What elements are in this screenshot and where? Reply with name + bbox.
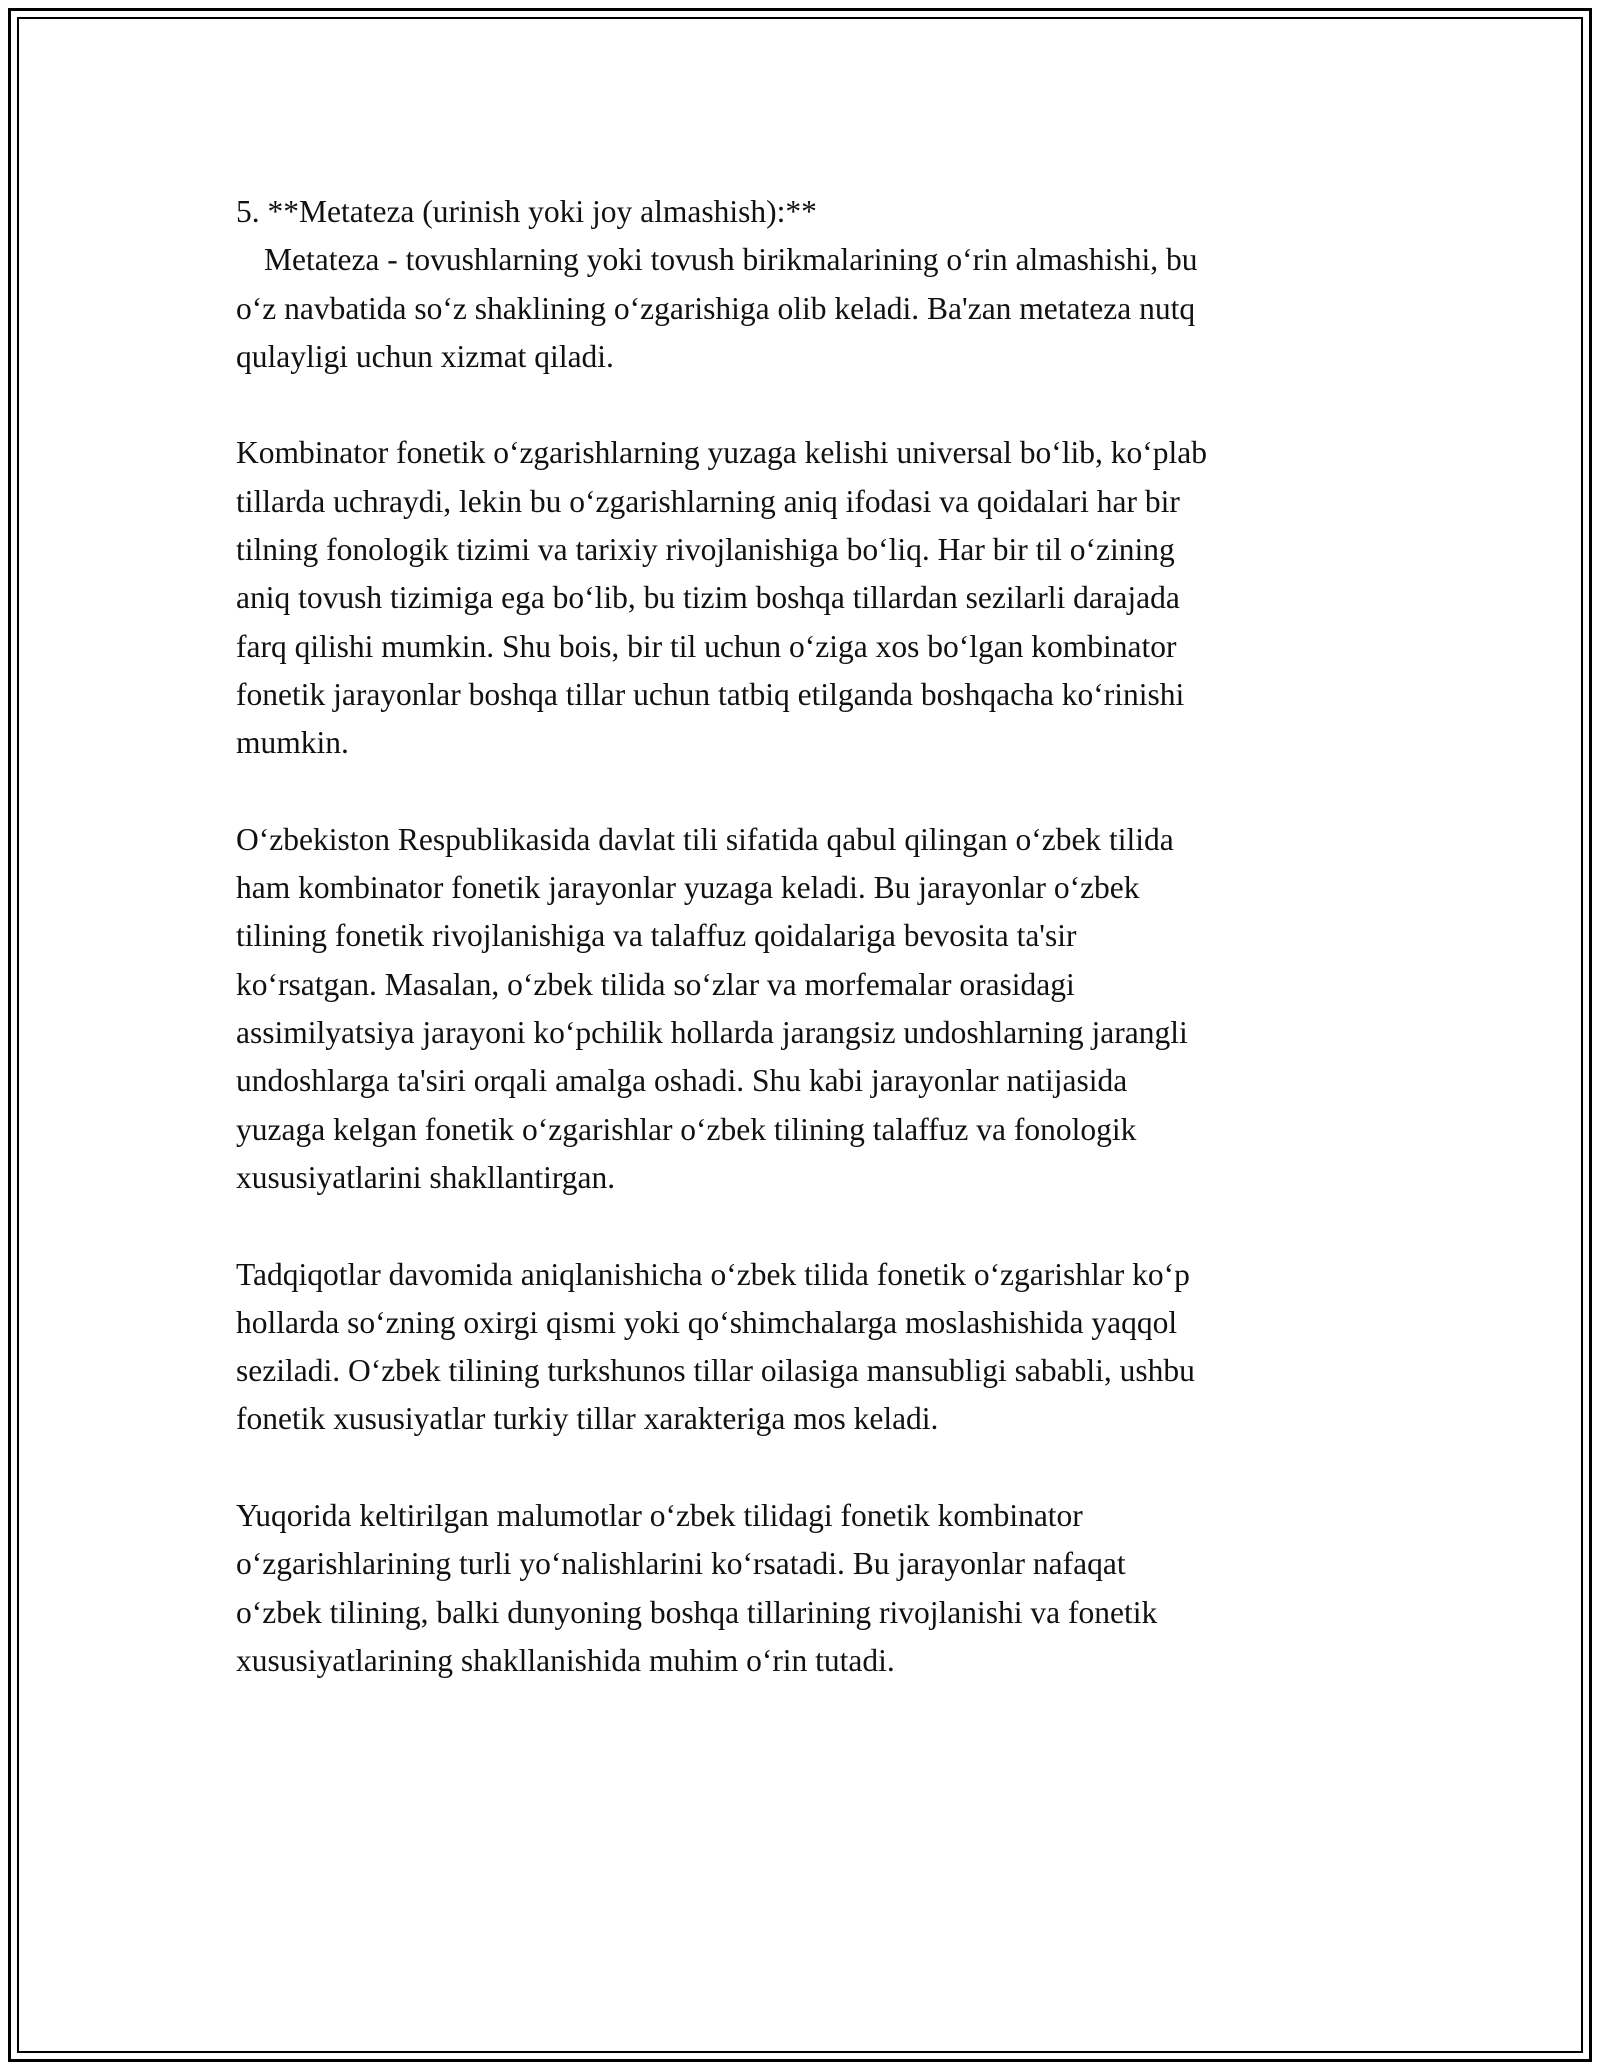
text-line: tillarda uchraydi, lekin bu o‘zgarishlarning aniq ifodasi va qoidalari har bir <box>236 483 1180 519</box>
text-line: yuzaga kelgan fonetik o‘zgarishlar o‘zbek tilining talaffuz va fonologik <box>236 1111 1137 1147</box>
text-line: tilning fonologik tizimi va tarixiy rivojlanishiga bo‘liq. Har bir til o‘zining <box>236 532 1175 568</box>
text-line: xususiyatlarini shakllantirgan. <box>236 1159 616 1195</box>
text-line: hollarda so‘zning oxirgi qismi yoki qo‘shimchalarga moslashishida yaqqol <box>236 1304 1178 1340</box>
paragraph-uzbekistan <box>236 816 1376 1202</box>
text-line: o‘zbek tilining, balki dunyoning boshqa tillarining rivojlanishi va fonetik <box>236 1594 1158 1630</box>
text-line: fonetik jarayonlar boshqa tillar uchun tatbiq etilganda boshqacha ko‘rinishi <box>236 676 1185 712</box>
section-heading: 5. **Metateza (urinish yoki joy almashish):** <box>236 194 817 229</box>
paragraph-kombinator <box>236 429 1376 767</box>
text-line: xususiyatlarining shakllanishida muhim o‘rin tutadi. <box>236 1642 895 1678</box>
paragraph-yuqorida <box>236 1492 1376 1685</box>
text-line: Metateza - tovushlarning yoki tovush birikmalarining o‘rin almashishi, bu <box>264 242 1198 278</box>
text-line: O‘zbekiston Respublikasida davlat tili sifatida qabul qilingan o‘zbek tilida <box>236 821 1174 857</box>
paragraph-metateza <box>236 188 1376 381</box>
text-line: qulayligi uchun xizmat qiladi. <box>236 338 614 374</box>
text-line: o‘z navbatida so‘z shaklining o‘zgarishiga olib keladi. Ba'zan metateza nutq <box>236 290 1196 326</box>
text-line: fonetik xususiyatlar turkiy tillar xarakteriga mos keladi. <box>236 1401 939 1437</box>
text-line: tilining fonetik rivojlanishiga va talaffuz qoidalariga bevosita ta'sir <box>236 918 1077 954</box>
text-line: Tadqiqotlar davomida aniqlanishicha o‘zbek tilida fonetik o‘zgarishlar ko‘p <box>236 1256 1190 1292</box>
text-line: Yuqorida keltirilgan malumotlar o‘zbek tilidagi fonetik kombinator <box>236 1498 1083 1534</box>
text-line: farq qilishi mumkin. Shu bois, bir til uchun o‘ziga xos bo‘lgan kombinator <box>236 628 1177 664</box>
text-line: Kombinator fonetik o‘zgarishlarning yuzaga kelishi universal bo‘lib, ko‘plab <box>236 435 1207 471</box>
text-line: ko‘rsatgan. Masalan, o‘zbek tilida so‘zlar va morfemalar orasidagi <box>236 966 1075 1002</box>
text-line: assimilyatsiya jarayoni ko‘pchilik hollarda jarangsiz undoshlarning jarangli <box>236 1015 1188 1051</box>
text-line: mumkin. <box>236 725 349 761</box>
text-line: ham kombinator fonetik jarayonlar yuzaga keladi. Bu jarayonlar o‘zbek <box>236 870 1140 906</box>
text-line: seziladi. O‘zbek tilining turkshunos tillar oilasiga mansubligi sababli, ushbu <box>236 1353 1195 1389</box>
text-line: undoshlarga ta'siri orqali amalga oshadi. Shu kabi jarayonlar natijasida <box>236 1063 1128 1099</box>
text-line: aniq tovush tizimiga ega bo‘lib, bu tizim boshqa tillardan sezilarli darajada <box>236 580 1180 616</box>
document-body <box>236 188 1376 1685</box>
paragraph-tadqiqotlar <box>236 1251 1376 1444</box>
text-line: o‘zgarishlarining turli yo‘nalishlarini ko‘rsatadi. Bu jarayonlar nafaqat <box>236 1546 1126 1582</box>
